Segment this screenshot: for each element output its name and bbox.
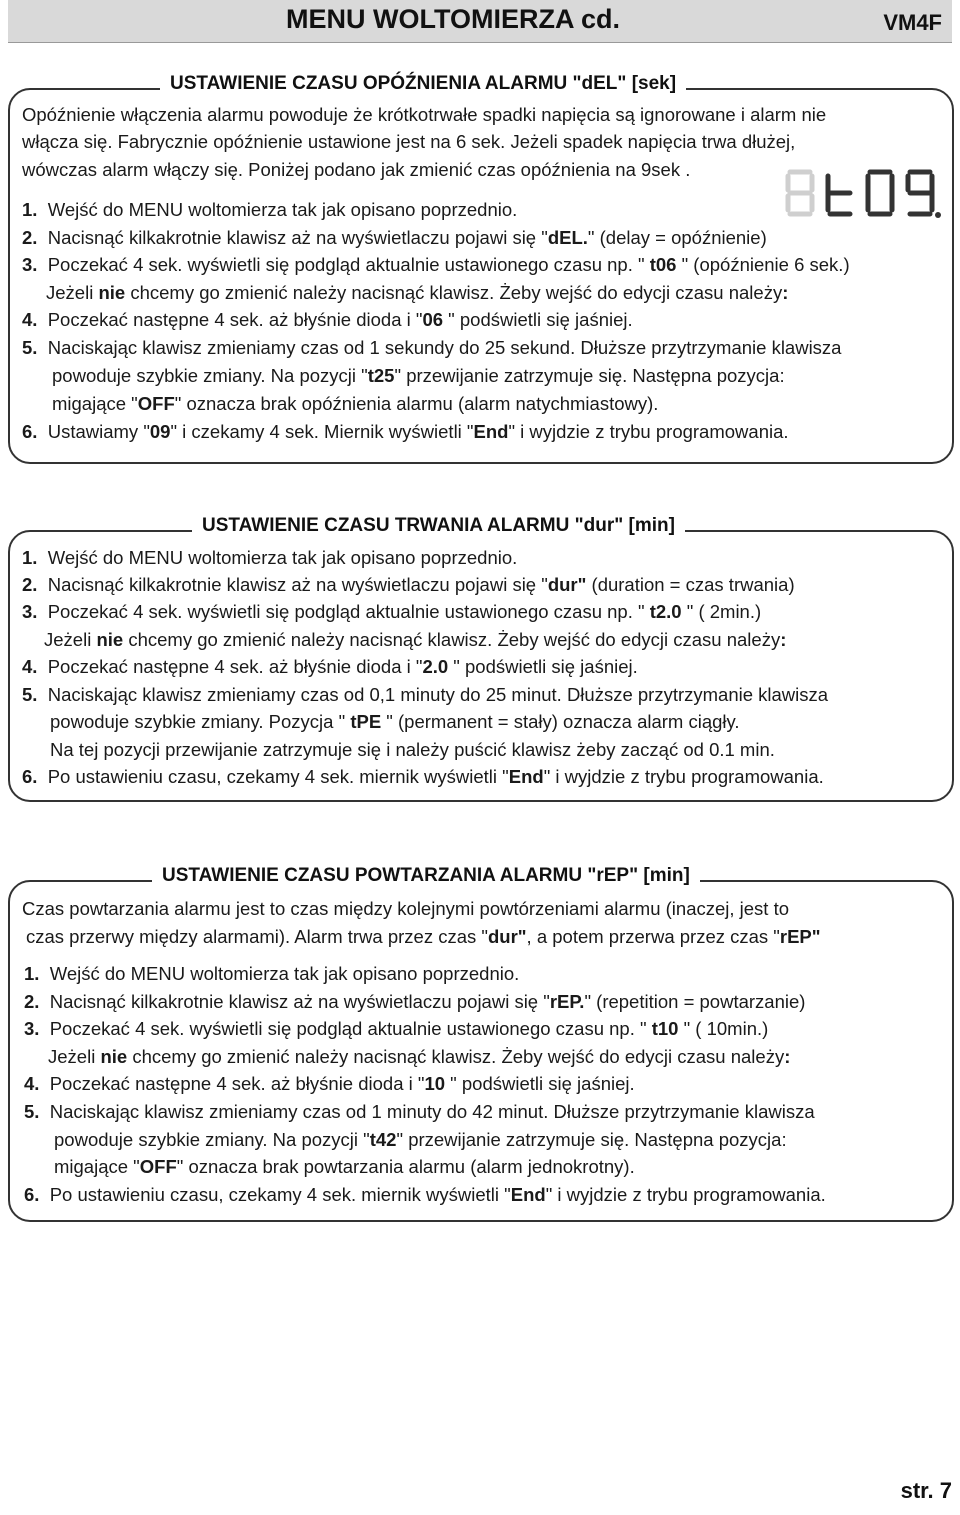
- del-step-5c: [52, 392, 658, 416]
- step-code: dur": [547, 574, 587, 595]
- section-dur-title: USTAWIENIE CZASU TRWANIA ALARMU "dur" [min]: [192, 515, 685, 537]
- step-number: 6.: [22, 766, 38, 787]
- step-text: Jeżeli: [46, 282, 99, 303]
- page-header: [8, 0, 952, 43]
- intro-code: rEP": [779, 926, 821, 947]
- dur-step-1: [22, 546, 517, 570]
- step-text: " przewijanie zatrzymuje się. Następna pozycja:: [396, 1129, 787, 1150]
- step-number: 2.: [22, 227, 38, 248]
- step-text: " podświetli się jaśniej.: [445, 1073, 635, 1094]
- step-text: Naciskając klawisz zmieniamy czas od 0,1 minuty do 25 minut. Dłuższe przytrzymanie klawisza: [47, 684, 829, 705]
- step-colon: :: [782, 282, 789, 303]
- step-number: 3.: [24, 1018, 40, 1039]
- step-code: t06: [649, 254, 677, 275]
- rep-step-2: [24, 990, 805, 1014]
- rep-step-1: [24, 962, 519, 986]
- step-text: migające ": [54, 1156, 140, 1177]
- del-intro-line: włącza się. Fabrycznie opóźnienie ustawione jest na 6 sek. Jeżeli spadek napięcia trwa dłużej,: [22, 131, 796, 152]
- step-text: Poczekać 4 sek. wyświetli się podgląd aktualnie ustawionego czasu np. ": [47, 254, 650, 275]
- step-text: Naciskając klawisz zmieniamy czas od 1 sekundy do 25 sekund. Dłuższe przytrzymanie klawisza: [47, 337, 842, 358]
- step-text: (duration = czas trwania): [586, 574, 795, 595]
- section-del-title: USTAWIENIE CZASU OPÓŹNIENIA ALARMU "dEL" [sek]: [160, 73, 686, 95]
- step-text: " podświetli się jaśniej.: [443, 309, 633, 330]
- step-text: " oznacza brak powtarzania alarmu (alarm jednokrotny).: [176, 1156, 635, 1177]
- step-code: 2.0: [422, 656, 449, 677]
- step-text: " i wyjdzie z trybu programowania.: [545, 1184, 826, 1205]
- step-text: Nacisnąć kilkakrotnie klawisz aż na wyświetlaczu pojawi się ": [49, 991, 550, 1012]
- step-text: " przewijanie zatrzymuje się. Następna pozycja:: [394, 365, 785, 386]
- step-number: 5.: [22, 337, 38, 358]
- step-number: 4.: [22, 309, 38, 330]
- del-intro-line: Opóźnienie włączenia alarmu powoduje że krótkotrwałe spadki napięcia są ignorowane i alarm nie: [22, 104, 827, 125]
- step-text: " (repetition = powtarzanie): [584, 991, 806, 1012]
- step-number: 4.: [24, 1073, 40, 1094]
- step-text: Po ustawieniu czasu, czekamy 4 sek. miernik wyświetli ": [49, 1184, 511, 1205]
- step-text: " ( 10min.): [678, 1018, 769, 1039]
- step-text: Nacisnąć kilkakrotnie klawisz aż na wyświetlaczu pojawi się ": [47, 227, 548, 248]
- dur-step-3: [22, 600, 761, 624]
- dur-step-6: [22, 765, 824, 789]
- step-number: 4.: [22, 656, 38, 677]
- section-rep-title: USTAWIENIE CZASU POWTARZANIA ALARMU "rEP" [min]: [152, 865, 700, 887]
- del-step-5: [22, 336, 841, 360]
- step-number: 1.: [22, 199, 38, 220]
- step-colon: :: [780, 629, 787, 650]
- step-text: " ( 2min.): [681, 601, 762, 622]
- step-text: migające ": [52, 393, 138, 414]
- step-text: Poczekać następne 4 sek. aż błyśnie dioda i ": [47, 309, 423, 330]
- step-text: " i wyjdzie z trybu programowania.: [508, 421, 789, 442]
- step-text: Wejść do MENU woltomierza tak jak opisano poprzednio.: [49, 963, 520, 984]
- step-text: Naciskając klawisz zmieniamy czas od 1 minuty do 42 minut. Dłuższe przytrzymanie klawisza: [49, 1101, 815, 1122]
- dur-step-5: [22, 683, 828, 707]
- step-text: " (opóźnienie 6 sek.): [676, 254, 850, 275]
- rep-step-5b: [54, 1128, 787, 1152]
- step-code: OFF: [139, 1156, 177, 1177]
- dur-step-3b: [44, 628, 786, 652]
- intro-text: , a potem przerwa przez czas ": [526, 926, 780, 947]
- step-text: " (permanent = stały) oznacza alarm ciągły.: [381, 711, 740, 732]
- step-number: 2.: [24, 991, 40, 1012]
- step-text: Wejść do MENU woltomierza tak jak opisano poprzednio.: [47, 547, 518, 568]
- page-number: str. 7: [900, 1478, 952, 1503]
- step-number: 6.: [24, 1184, 40, 1205]
- rep-intro-2: [26, 925, 821, 949]
- rep-step-6: [24, 1183, 826, 1207]
- page-title: MENU WOLTOMIERZA cd.: [286, 4, 620, 34]
- step-code: t25: [367, 365, 395, 386]
- step-code: OFF: [137, 393, 175, 414]
- step-number: 3.: [22, 601, 38, 622]
- step-text: chcemy go zmienić należy nacisnąć klawisz. Żeby wejść do edycji czasu należy: [127, 1046, 785, 1067]
- del-step-3b: [46, 281, 788, 305]
- step-text: " podświetli się jaśniej.: [448, 656, 638, 677]
- dur-step-5b: [50, 710, 740, 734]
- step-number: 6.: [22, 421, 38, 442]
- step-emphasis: nie: [98, 282, 126, 303]
- step-text: Po ustawieniu czasu, czekamy 4 sek. miernik wyświetli ": [47, 766, 509, 787]
- del-intro-line: wówczas alarm włączy się. Poniżej podano jak zmienić czas opóźnienia na 9sek .: [22, 159, 691, 180]
- rep-step-3: [24, 1017, 768, 1041]
- step-text: " (delay = opóźnienie): [587, 227, 767, 248]
- step-code: rEP.: [549, 991, 585, 1012]
- step-number: 2.: [22, 574, 38, 595]
- step-number: 1.: [24, 963, 40, 984]
- step-text: powoduje szybkie zmiany. Pozycja ": [50, 711, 351, 732]
- dur-step-2: [22, 573, 795, 597]
- step-code: 10: [424, 1073, 446, 1094]
- step-code: End: [508, 766, 544, 787]
- step-text: " oznacza brak opóźnienia alarmu (alarm natychmiastowy).: [174, 393, 659, 414]
- step-text: Na tej pozycji przewijanie zatrzymuje się i należy puścić klawisz żeby zacząć od 0.1 min.: [50, 739, 775, 760]
- step-text: Poczekać 4 sek. wyświetli się podgląd aktualnie ustawionego czasu np. ": [47, 601, 650, 622]
- step-emphasis: nie: [96, 629, 124, 650]
- step-code: t10: [651, 1018, 679, 1039]
- step-text: chcemy go zmienić należy nacisnąć klawisz. Żeby wejść do edycji czasu należy: [123, 629, 781, 650]
- step-text: Nacisnąć kilkakrotnie klawisz aż na wyświetlaczu pojawi się ": [47, 574, 548, 595]
- step-text: Poczekać następne 4 sek. aż błyśnie dioda i ": [49, 1073, 425, 1094]
- rep-step-5: [24, 1100, 815, 1124]
- step-emphasis: nie: [100, 1046, 128, 1067]
- rep-intro-1: Czas powtarzania alarmu jest to czas między kolejnymi powtórzeniami alarmu (inaczej, jest to: [22, 898, 790, 919]
- lcd-digits-graphic: [778, 166, 944, 220]
- rep-step-4: [24, 1072, 635, 1096]
- del-step-3: [22, 253, 850, 277]
- step-text: " i wyjdzie z trybu programowania.: [543, 766, 824, 787]
- del-step-1: [22, 198, 517, 222]
- step-code: tPE: [350, 711, 382, 732]
- step-text: Ustawiamy ": [47, 421, 150, 442]
- rep-step-3b: [48, 1045, 790, 1069]
- step-code: End: [510, 1184, 546, 1205]
- step-text: chcemy go zmienić należy nacisnąć klawisz. Żeby wejść do edycji czasu należy: [125, 282, 783, 303]
- step-code: End: [473, 421, 509, 442]
- step-text: Poczekać następne 4 sek. aż błyśnie dioda i ": [47, 656, 423, 677]
- step-text: Wejść do MENU woltomierza tak jak opisano poprzednio.: [47, 199, 518, 220]
- step-number: 3.: [22, 254, 38, 275]
- step-text: Jeżeli: [44, 629, 97, 650]
- model-label: VM4F: [883, 10, 942, 35]
- intro-code: dur": [487, 926, 527, 947]
- step-code: 09: [149, 421, 171, 442]
- dur-step-5c: [50, 738, 775, 762]
- rep-step-5c: [54, 1155, 635, 1179]
- intro-text: czas przerwy między alarmami). Alarm trwa przez czas ": [26, 926, 488, 947]
- step-number: 5.: [22, 684, 38, 705]
- step-code: dEL.: [547, 227, 588, 248]
- del-step-4: [22, 308, 633, 332]
- step-text: Jeżeli: [48, 1046, 101, 1067]
- step-text: Poczekać 4 sek. wyświetli się podgląd aktualnie ustawionego czasu np. ": [49, 1018, 652, 1039]
- del-step-5b: [52, 364, 785, 388]
- step-code: 06: [422, 309, 444, 330]
- step-text: powoduje szybkie zmiany. Na pozycji ": [54, 1129, 370, 1150]
- lcd-display: [778, 166, 944, 220]
- del-step-6: [22, 420, 789, 444]
- step-code: t42: [369, 1129, 397, 1150]
- step-colon: :: [784, 1046, 791, 1067]
- step-text: " i czekamy 4 sek. Miernik wyświetli ": [170, 421, 474, 442]
- del-step-2: [22, 226, 767, 250]
- step-text: powoduje szybkie zmiany. Na pozycji ": [52, 365, 368, 386]
- step-number: 5.: [24, 1101, 40, 1122]
- step-code: t2.0: [649, 601, 682, 622]
- step-number: 1.: [22, 547, 38, 568]
- dur-step-4: [22, 655, 638, 679]
